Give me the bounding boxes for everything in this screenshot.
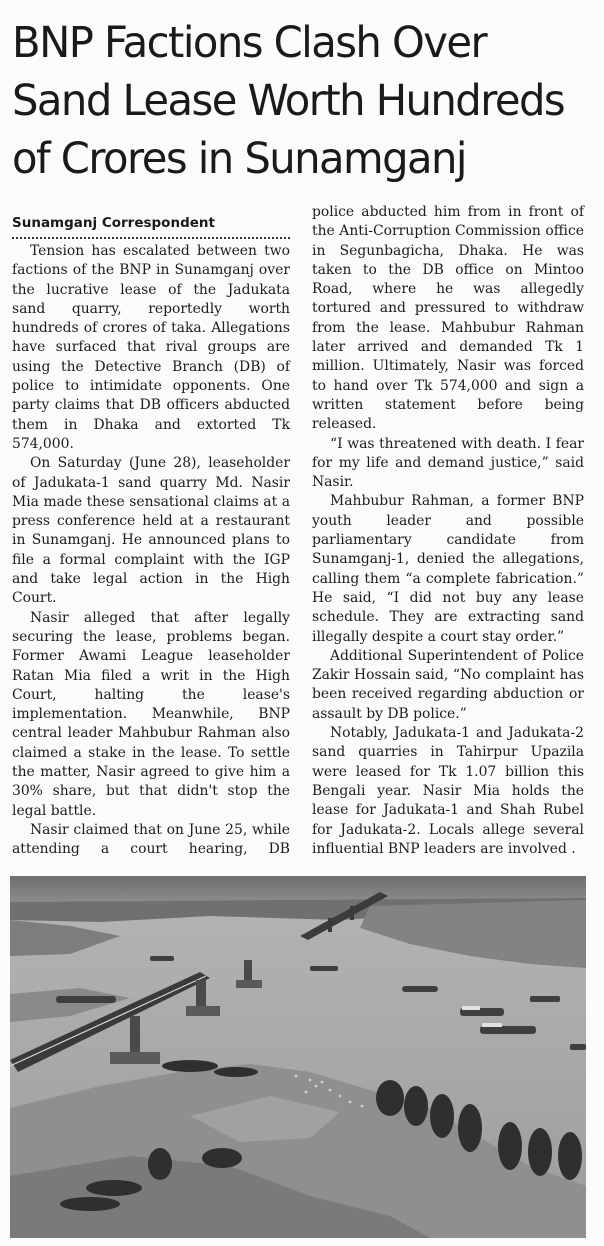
byline: Sunamganj Correspondent [12,213,290,239]
aerial-photo-sand-quarry [10,876,586,1238]
paragraph: Nasir claimed that on June 25, while attending a court hearing, DB [12,821,290,858]
paragraph: On Saturday (June 28), leaseholder of Jadukata-1 sand quarry Md. Nasir Mia made these sensational claims at a press conference held at a restaurant in Sunamganj. He announced plans to file a formal complaint with the IGP and take legal action in the High Court. [12,455,290,607]
paragraph: Additional Superintendent of Police Zakir Hossain said, “No complaint has been received regarding abduction or assault by DB police.” [312,647,584,722]
paragraph: Mahbubur Rahman, a former BNP youth leader and possible parliamentary candidate from Sunamganj-1, denied the allegations, calling them “a complete fabrication.” He said, “I did not buy any lease schedule. They are extracting sand illegally despite a court stay order.” [312,493,584,645]
paragraph: “I was threatened with death. I fear for my life and demand justice,” said Nasir. [312,435,584,491]
paragraph: police abducted him from in front of the Anti-Corruption Commission office in Segunbagicha, Dhaka. He was taken to the DB office on Mintoo Road, where he was allegedly tortured and pressured to withdraw from the lease. Mahbubur Rahman later arrived and demanded Tk 1 million. Ultimately, Nasir was forced to hand over Tk 574,000 and sign a written statement before being released. [312,204,584,433]
headline: BNP Factions Clash Over Sand Lease Worth Hundreds of Crores in Sunamganj [12,18,565,184]
article-column-left [12,203,290,860]
paragraph: Nasir alleged that after legally securing the lease, problems began. Former Awami League leaseholder Ratan Mia filed a writ in the High Court, halting the lease's implementation. Meanwhile, BNP central leader Mahbubur Rahman also claimed a stake in the lease. To settle the matter, Nasir agreed to give him a 30% share, but that didn't stop the legal battle. [12,609,290,819]
article-column-right [312,203,584,859]
paragraph: Tension has escalated between two factions of the BNP in Sunamganj over the lucrative lease of the Jadukata sand quarry, reportedly worth hundreds of crores of taka. Allegations have surfaced that rival groups are using the Detective Branch (DB) of police to intimidate opponents. One party claims that DB officers abducted them in Dhaka and extorted Tk 574,000. [12,243,290,452]
paragraph: Notably, Jadukata-1 and Jadukata-2 sand quarries in Tahirpur Upazila were leased for Tk 1.07 billion this Bengali year. Nasir Mia holds the lease for Jadukata-1 and Shah Rubel for Jadukata-2. Locals allege several influential BNP leaders are involved . [312,725,584,857]
